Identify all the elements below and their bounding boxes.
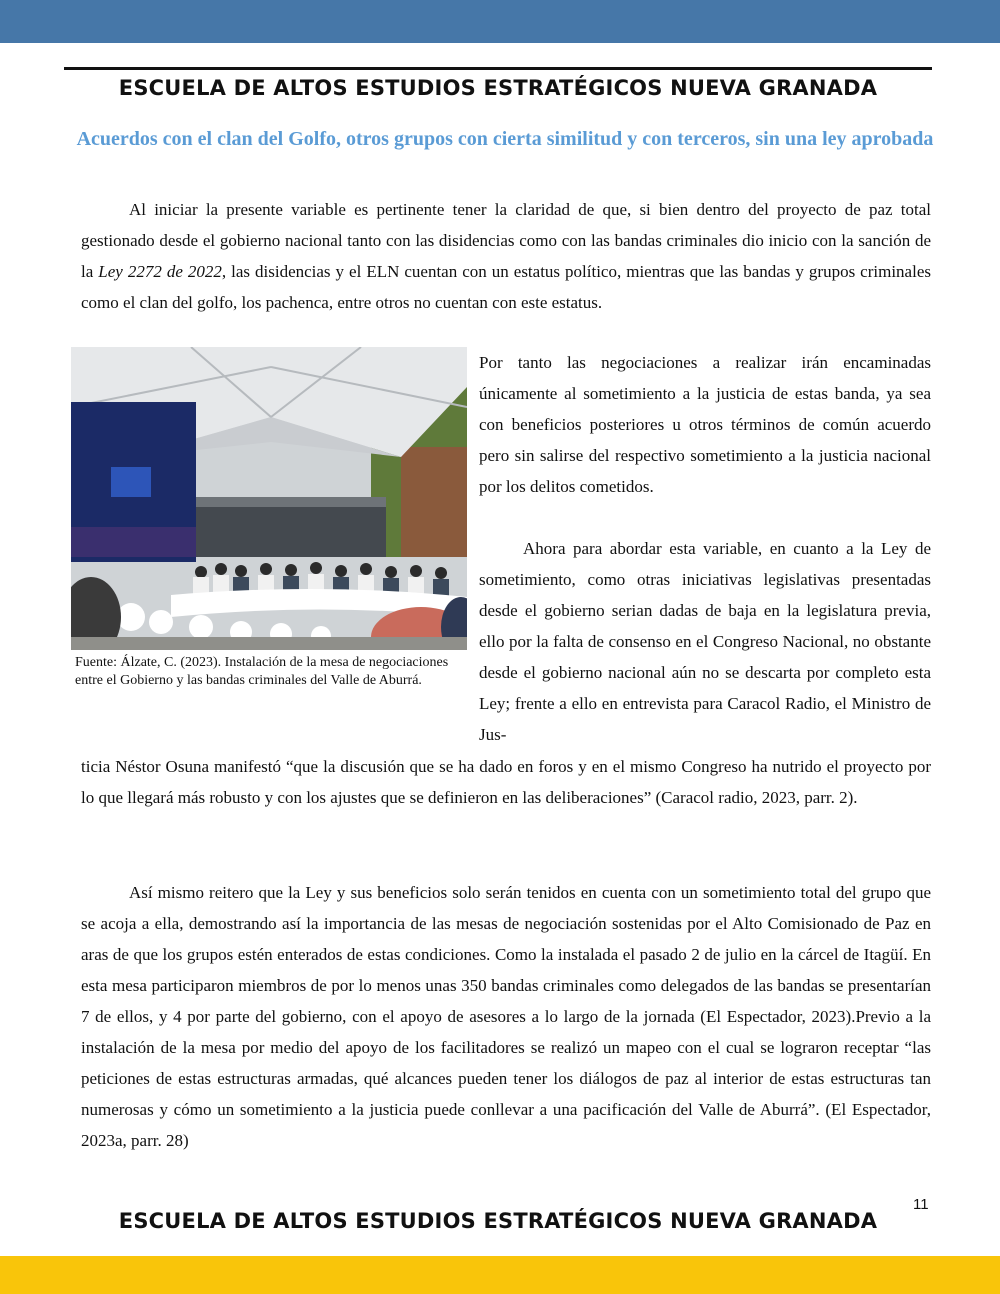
header-rule bbox=[64, 67, 932, 70]
paragraph-intro-text-before: Al iniciar la presente variable es pertinente tener la claridad de que, si bien dentro del proyecto de paz total gestionado desde el gobierno nacional tanto con las disidencias como con las bandas criminales dio inicio con la sanción de la bbox=[81, 200, 931, 281]
footer-title: ESCUELA DE ALTOS ESTUDIOS ESTRATÉGICOS NUEVA GRANADA bbox=[118, 1209, 878, 1233]
law-reference: Ley 2272 de 2022 bbox=[98, 262, 222, 281]
paragraph-benefits: Así mismo reitero que la Ley y sus beneficios solo serán tenidos en cuenta con un sometimiento total del grupo que se acoja a ella, demostrando así la importancia de las mesas de negociación sostenidas por el Alto Comisionado de Paz en aras de que los grupos estén enterados de estas condiciones. Como la instalada el pasado 2 de julio en la cárcel de Itagüí. En esta mesa participaron miembros de por lo menos unas 350 bandas criminales como delegados de las bandas se presentarían 7 de ellos, y 4 por parte del gobierno, con el apoyo de asesores a lo largo de la jornada (El Espectador, 2023).Previo a la instalación de la mesa por medio del apoyo de los facilitadores se realizó un mapeo con el cual se lograron receptar “las peticiones de estas estructuras armadas, qué alcances pueden tener los diálogos de paz al interior de estas estructuras tan numerosas y cómo un sometimiento a la justicia puede conllevar a una pacificación del Valle de Aburrá”. (El Espectador, 2023a, parr. 28) bbox=[81, 883, 931, 1150]
page-number: 11 bbox=[913, 1196, 929, 1213]
bottom-color-bar bbox=[0, 1256, 1000, 1294]
paragraph-submission-law: Ahora para abordar esta variable, en cuanto a la Ley de sometimiento, como otras iniciativas legislativas presentadas desde el gobierno serian dadas de baja en la legislatura previa, ello por la falta de consenso en el Congreso Nacional, no obstante desde el gobierno nacional aún no se descarta por completo esta Ley; frente a ello en entrevista para Caracol Radio, el Ministro de Jus- bbox=[479, 539, 931, 744]
paragraph-negotiations: Por tanto las negociaciones a realizar irán encaminadas únicamente al sometimiento a la justicia de estas banda, ya sea con beneficios posteriores u otros términos de común acuerdo pero sin salirse del respectivo sometimiento a la justicia nacional por los delitos cometidos. bbox=[479, 353, 931, 496]
header-title: ESCUELA DE ALTOS ESTUDIOS ESTRATÉGICOS NUEVA GRANADA bbox=[118, 76, 878, 100]
negotiation-photo bbox=[71, 347, 467, 650]
paragraph-submission-law-continued: ticia Néstor Osuna manifestó “que la discusión que se ha dado en foros y en el mismo Congreso ha nutrido el proyecto por lo que llegará más robusto y con los ajustes que se definieron en las deliberaciones” (Caracol radio, 2023, parr. 2). bbox=[81, 757, 931, 807]
top-color-bar bbox=[0, 0, 1000, 43]
section-title: Acuerdos con el clan del Golfo, otros grupos con cierta similitud y con terceros, sin una ley aprobada bbox=[76, 128, 934, 150]
paragraph-intro-text-after: , las disidencias y el ELN cuentan con un estatus político, mientras que las bandas y grupos criminales como el clan del golfo, los pachenca, entre otros no cuentan con este estatus. bbox=[81, 262, 931, 312]
photo-caption: Fuente: Álzate, C. (2023). Instalación de la mesa de negociaciones entre el Gobierno y las bandas criminales del Valle de Aburrá. bbox=[75, 655, 449, 688]
paragraph-intro bbox=[81, 194, 931, 318]
